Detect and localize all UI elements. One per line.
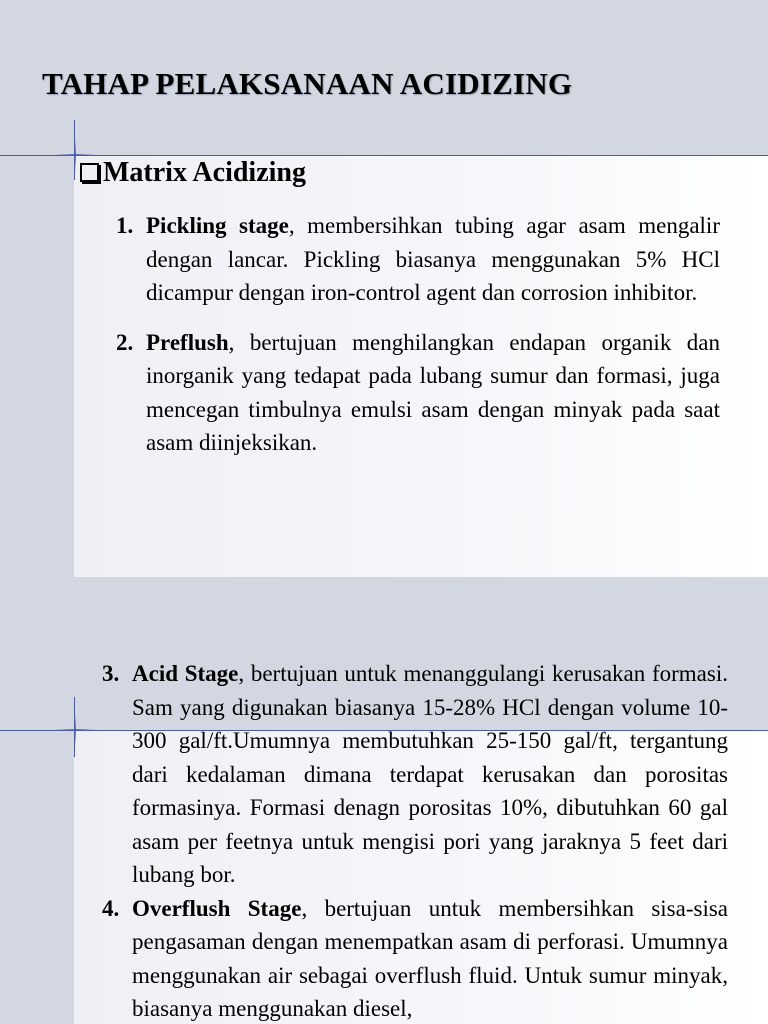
slide-2 (0, 577, 768, 1024)
left-panel (0, 730, 74, 1024)
list-item (102, 657, 728, 892)
item-term: Acid Stage (132, 661, 239, 686)
item-number: 3. (102, 661, 120, 686)
step-list-2 (102, 657, 728, 1024)
item-text: , bertujuan untuk menanggulangi kerusakan formasi. Sam yang digunakan biasanya 15-28% HCl dengan volume 10-300 gal/ft.Umumnya membutuhkan 25-150 gal/ft, tergantung dari kedalaman dimana terdapat kerusakan dan porositas formasinya. Formasi denagn porositas 10%, dibutuhkan 60 gal asam per feetnya untuk mengisi pori yang jaraknya 5 feet dari lubang bor. (132, 661, 728, 887)
sparkle-icon (68, 723, 82, 737)
list-item (116, 326, 720, 460)
list-item (116, 209, 720, 310)
divider-line (0, 155, 768, 156)
item-number: 4. (102, 895, 120, 921)
item-text: , bertujuan menghilangkan endapan organik dan inorganik yang tedapat pada lubang sumur dan formasi, juga mencegan timbulnya emulsi asam dengan minyak pada saat asam diinjeksikan. (146, 329, 720, 455)
item-text: , membersihkan tubing agar asam mengalir dengan lancar. Pickling biasanya menggunakan 5% HCl dicampur dengan iron-control agent dan corrosion inhibitor. (146, 213, 720, 305)
step-list-1 (116, 209, 720, 460)
section-heading-text: Matrix Acidizing (103, 157, 306, 188)
item-number: 1. (116, 213, 134, 238)
checkbox-bullet-icon (80, 163, 99, 182)
item-text: , bertujuan untuk membersihkan sisa-sisa pengasaman dengan menempatkan asam di perforasi. Umumnya menggunakan air sebagai overflush fluid. Untuk sumur minyak, biasanya menggunakan diesel, (132, 895, 728, 1021)
left-panel (0, 155, 74, 577)
slide-title: TAHAP PELAKSANAAN ACIDIZING (42, 66, 573, 101)
item-term: Pickling stage (146, 213, 289, 238)
item-term: Overflush Stage (132, 895, 302, 921)
list-item (102, 892, 728, 1024)
item-number: 2. (116, 329, 134, 355)
item-term: Preflush (146, 329, 229, 355)
section-heading (80, 157, 306, 189)
